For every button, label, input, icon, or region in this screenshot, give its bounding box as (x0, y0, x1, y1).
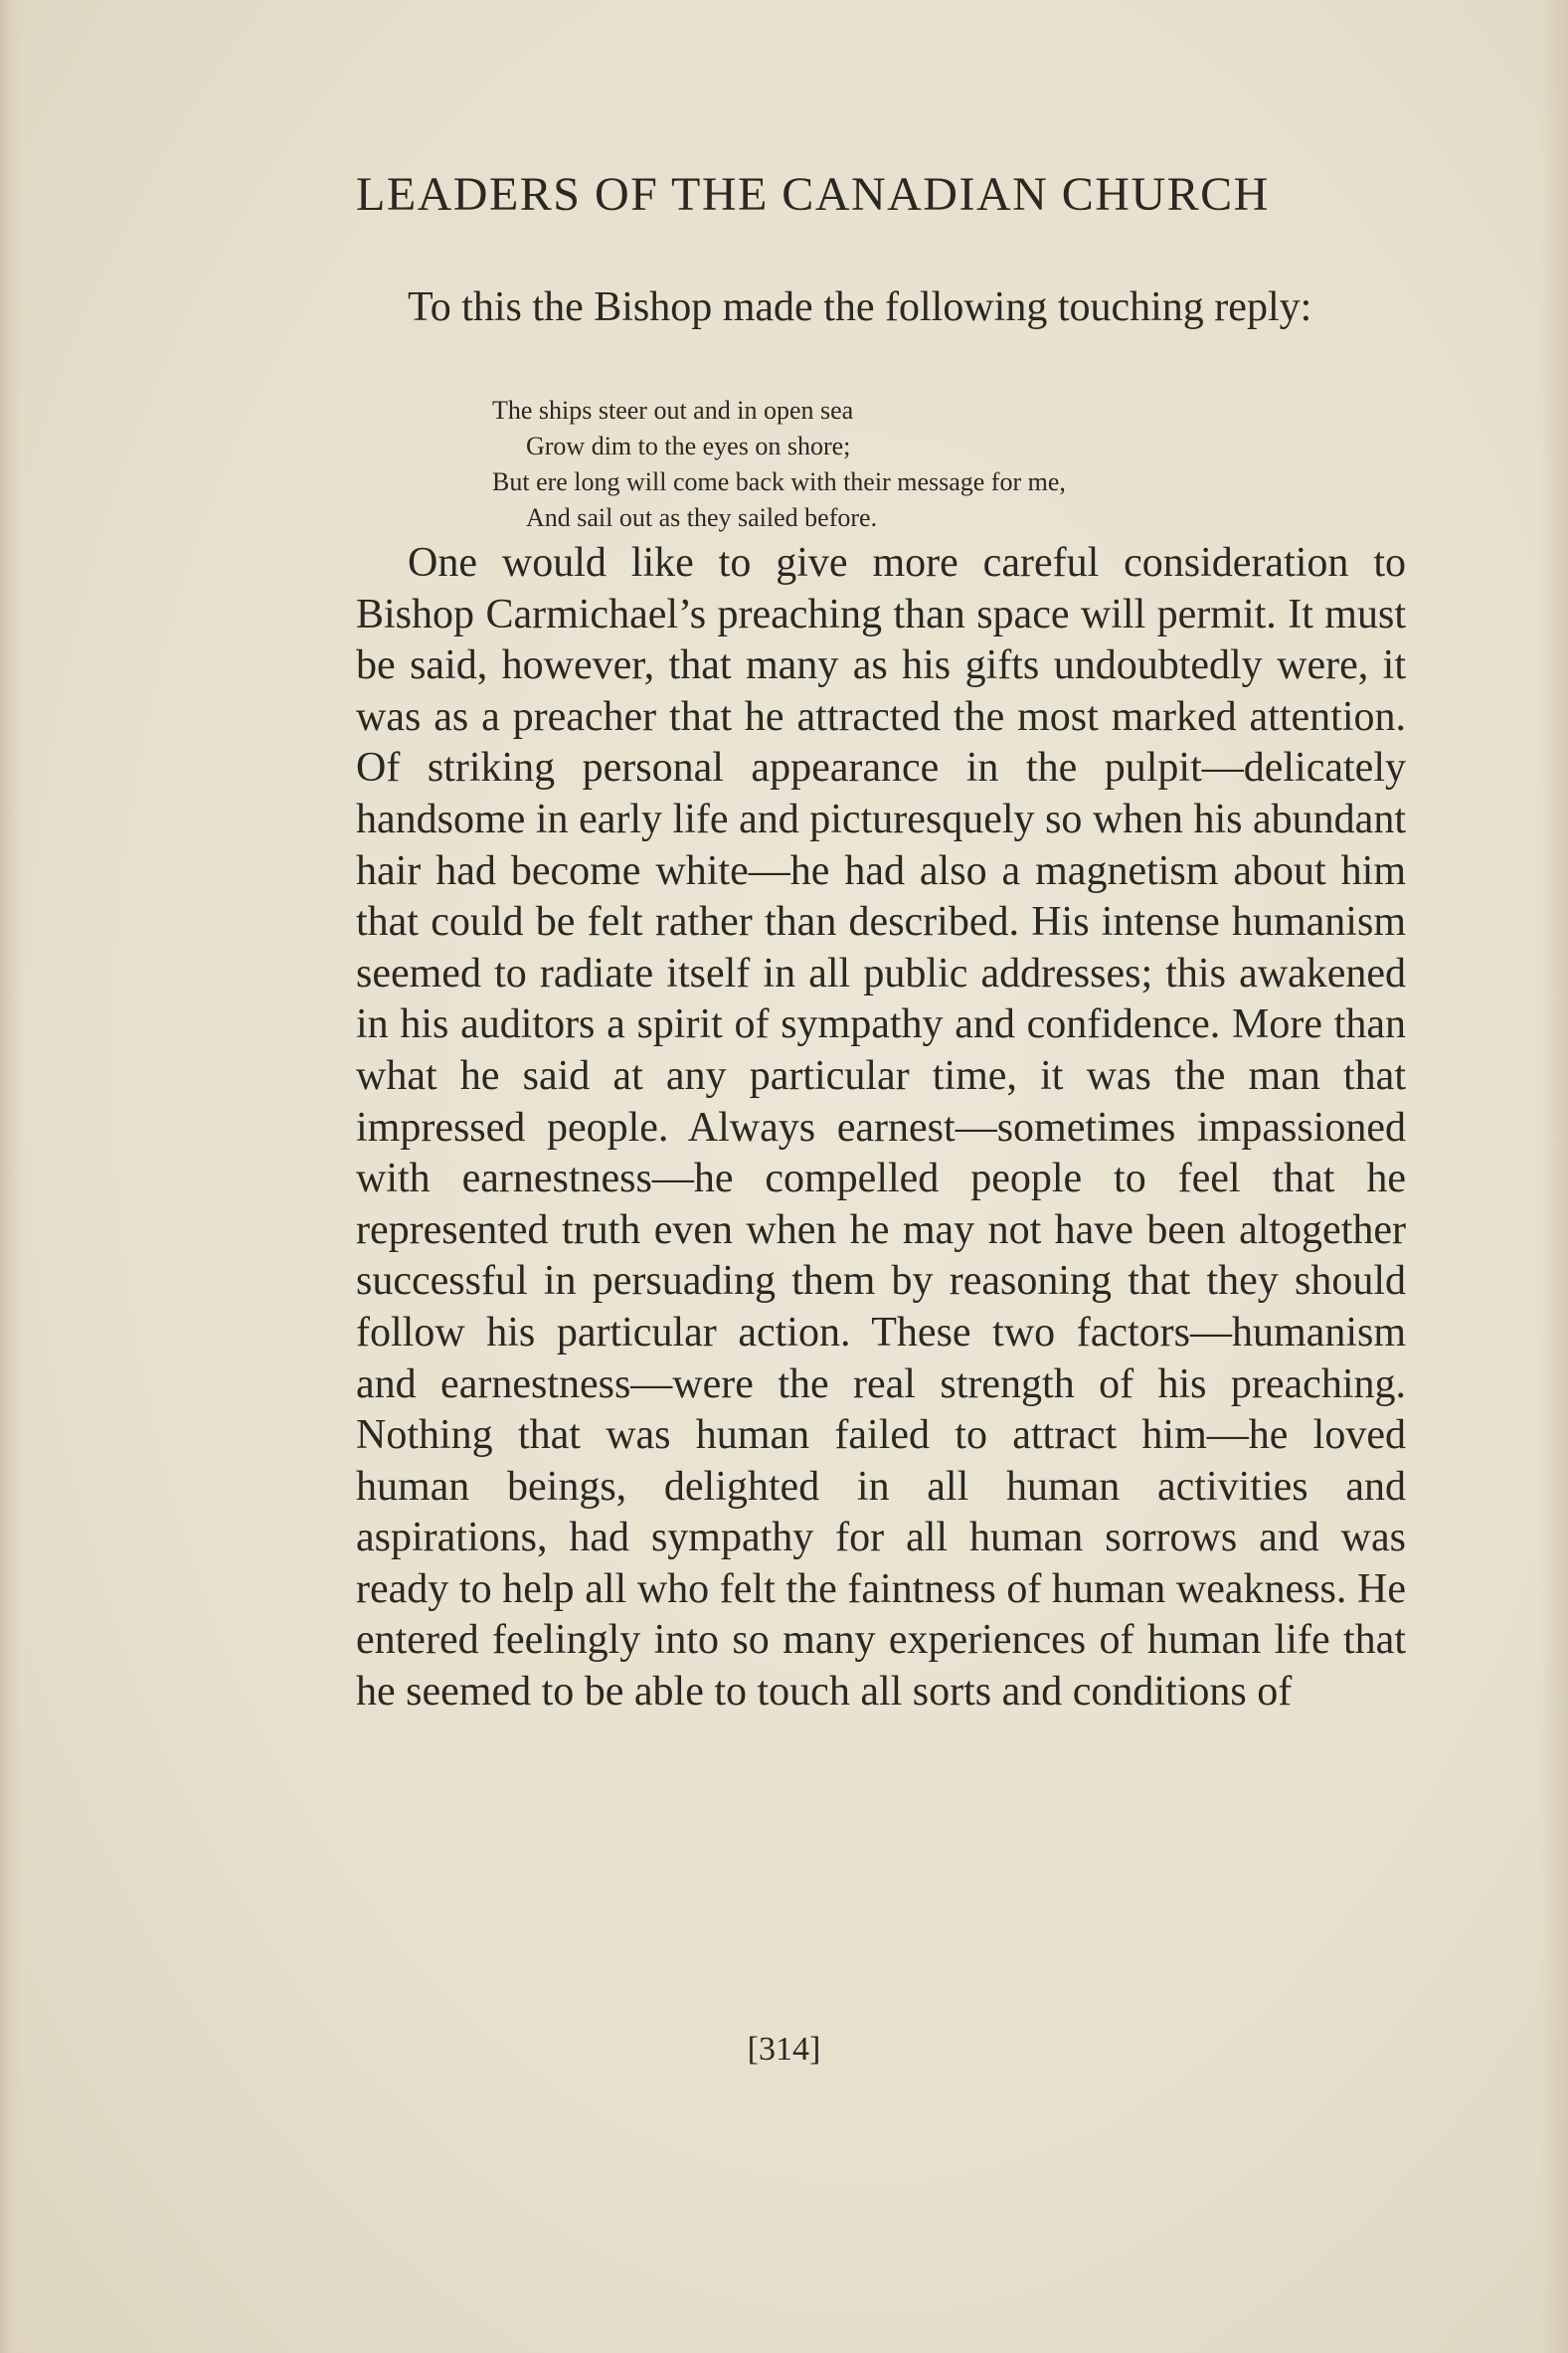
running-head: LEADERS OF THE CANADIAN CHURCH (356, 168, 1270, 221)
verse-line: And sail out as they sailed before. (526, 503, 878, 532)
verse-line: But ere long will come back with their message for me, (492, 467, 1066, 496)
page-binding-shadow (0, 0, 22, 2353)
verse-line: Grow dim to the eyes on shore; (526, 432, 851, 460)
intro-paragraph: To this the Bishop made the following touching reply: (408, 284, 1312, 330)
verse-quotation (492, 393, 1387, 536)
page-edge-shadow (1540, 0, 1568, 2353)
page-number: [314] (747, 2031, 821, 2068)
verse-line: The ships steer out and in open sea (492, 396, 854, 425)
main-paragraph: One would like to give more careful consideration to Bishop Carmichael’s preaching than space will permit. It must be said, however, that many as his gifts undoubtedly were, it was as a preacher that he attracted the most marked attention. Of striking personal appearance in the pulpit—delicately handsome in early life and picturesquely so when his abundant hair had become white—he had also a magnetism about him that could be felt rather than described. His intense humanism seemed to radiate itself in all public addresses; this awakened in his auditors a spirit of sympathy and confidence. More than what he said at any particular time, it was the man that impressed people. Always earnest—sometimes impassioned with earnestness—he compelled people to feel that he represented truth even when he may not have been altogether successful in persuading them by reasoning that they should follow his particular action. These two factors—humanism and earnestness—were the real strength of his preaching. Nothing that was human failed to attract him—he loved human beings, delighted in all human activities and aspirations, had sympathy for all human sorrows and was ready to help all who felt the faintness of human weakness. He entered feelingly into so many experiences of human life that he seemed to be able to touch all sorts and conditions of (356, 540, 1406, 1716)
